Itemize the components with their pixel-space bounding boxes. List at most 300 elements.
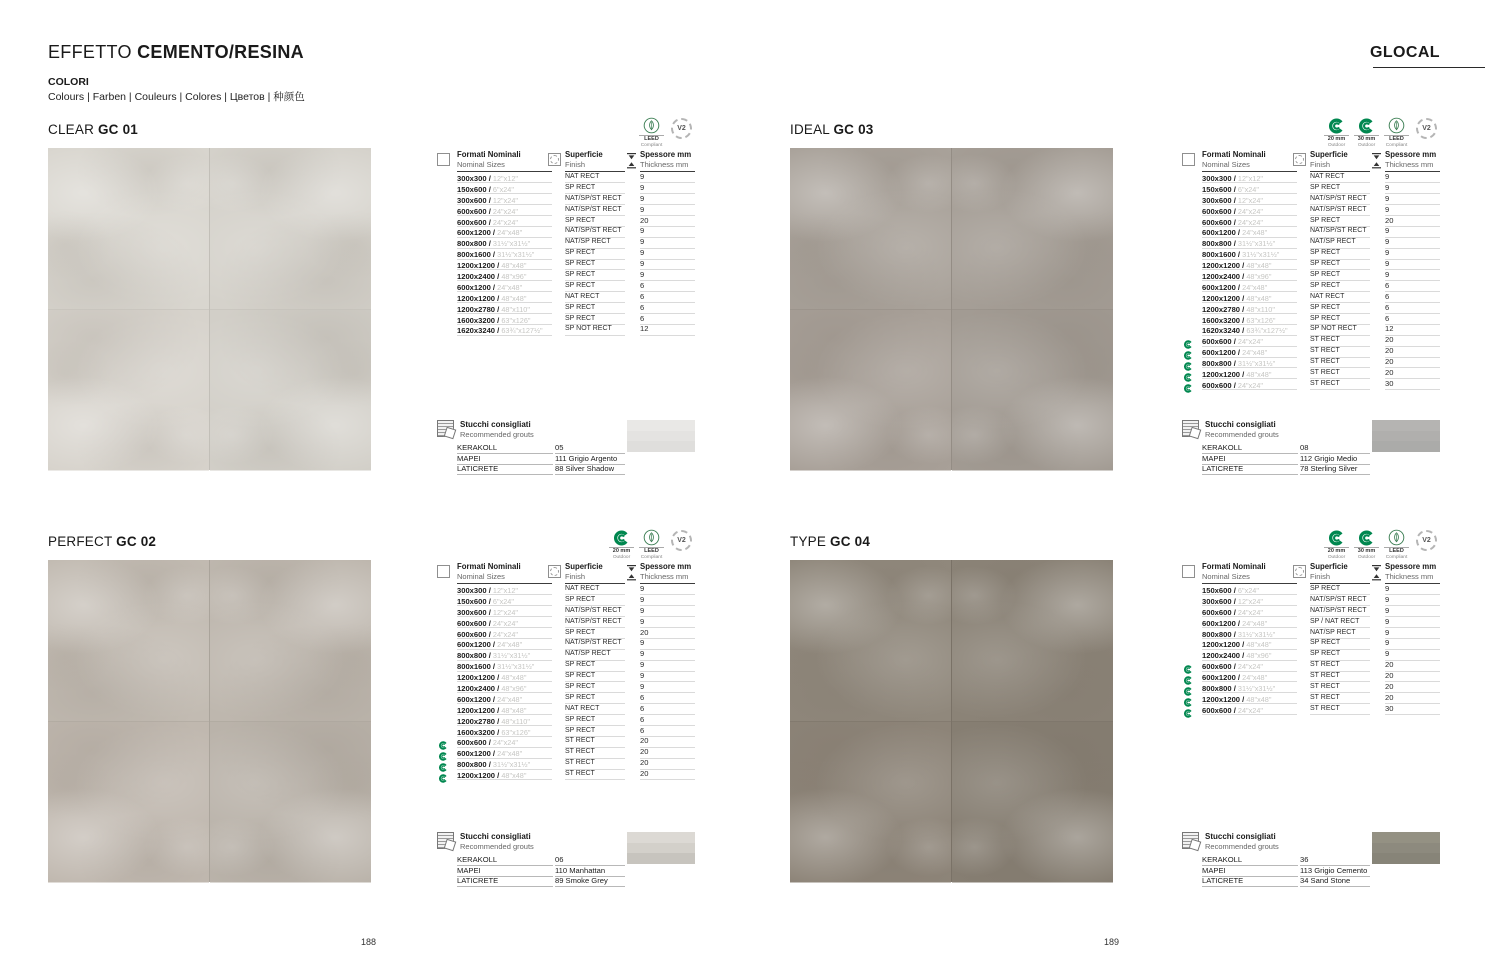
- table-row: [1182, 617, 1440, 628]
- page-number-right: 189: [1104, 937, 1120, 947]
- grout-brand: KERAKOLL: [1202, 443, 1298, 454]
- certification-icons: [1182, 529, 1440, 562]
- size-value: 600x1200 / 24"x48": [1202, 671, 1297, 682]
- spec-table-body: [1182, 584, 1440, 715]
- size-value: 600x1200 / 24"x48": [457, 693, 552, 704]
- size-value: 1200x2780 / 48"x110": [1202, 303, 1297, 314]
- thickness-value: 20: [1385, 693, 1440, 704]
- thickness-value: 9: [640, 660, 695, 671]
- table-row: [437, 584, 695, 595]
- spec-table-body: [437, 172, 695, 335]
- page-number-left: 188: [361, 937, 377, 947]
- table-row: [1182, 606, 1440, 617]
- finish-value: SP RECT: [565, 281, 625, 292]
- table-row: [437, 682, 695, 693]
- size-value: 600x600 / 24"x24": [1202, 335, 1297, 346]
- finish-value: ST RECT: [1310, 682, 1370, 693]
- grout-swatch: [1372, 832, 1440, 864]
- grout-row: [437, 464, 695, 475]
- table-row: [437, 758, 695, 769]
- grout-color-code: 110 Manhattan: [555, 866, 625, 877]
- grout-brand: MAPEI: [1202, 454, 1298, 465]
- thickness-icon: [627, 565, 636, 586]
- finish-value: ST RECT: [1310, 379, 1370, 390]
- grout-section: [437, 832, 695, 887]
- finish-value: NAT RECT: [565, 172, 625, 183]
- outdoor-20mm-icon: [439, 759, 448, 768]
- grout-swatch: [627, 832, 695, 864]
- thickness-value: 20: [640, 628, 695, 639]
- thickness-value: 6: [1385, 281, 1440, 292]
- grout-color-code: 06: [555, 855, 625, 866]
- size-value: 150x600 / 6"x24": [457, 595, 552, 606]
- tile-quadrant: [48, 560, 209, 721]
- size-value: 800x800 / 31½"x31½": [1202, 237, 1297, 248]
- leed-icon: LEED Compliant: [639, 117, 664, 148]
- thickness-value: 6: [1385, 292, 1440, 303]
- table-row: [1182, 281, 1440, 292]
- thickness-value: 9: [1385, 628, 1440, 639]
- finish-value: NAT/SP/ST RECT: [565, 205, 625, 216]
- table-row: [437, 715, 695, 726]
- thickness-value: 12: [1385, 324, 1440, 335]
- tile-quadrant: [48, 310, 209, 471]
- product-section-type: [790, 534, 1450, 948]
- thickness-value: 9: [640, 671, 695, 682]
- table-row: [1182, 248, 1440, 259]
- finish-value: NAT/SP/ST RECT: [565, 638, 625, 649]
- thickness-value: 12: [640, 324, 695, 335]
- finish-value: SP RECT: [565, 671, 625, 682]
- finish-value: NAT/SP/ST RECT: [1310, 606, 1370, 617]
- finish-value: SP RECT: [565, 216, 625, 227]
- size-value: 800x800 / 31½"x31½": [1202, 357, 1297, 368]
- grout-color-code: 78 Sterling Silver: [1300, 464, 1370, 475]
- size-value: 300x600 / 12"x24": [457, 606, 552, 617]
- finish-value: NAT/SP/ST RECT: [565, 194, 625, 205]
- thickness-value: 20: [1385, 682, 1440, 693]
- size-value: 300x600 / 12"x24": [1202, 595, 1297, 606]
- finish-icon: [1293, 153, 1306, 166]
- size-value: 800x1600 / 31½"x31½": [457, 660, 552, 671]
- thickness-column-header: Spessore mm Thickness mm: [640, 562, 695, 584]
- grout-swatch: [627, 420, 695, 452]
- table-row: [437, 270, 695, 281]
- table-row: [437, 292, 695, 303]
- thickness-value: 9: [1385, 205, 1440, 216]
- thickness-value: 9: [640, 237, 695, 248]
- spec-table-header: [437, 150, 695, 172]
- table-row: [1182, 693, 1440, 704]
- table-row: [1182, 335, 1440, 346]
- table-row: [1182, 194, 1440, 205]
- v2-icon: V2: [669, 529, 694, 551]
- tile-quadrant: [48, 148, 209, 309]
- finish-value: NAT/SP RECT: [1310, 628, 1370, 639]
- thickness-value: 30: [1385, 704, 1440, 715]
- finish-value: NAT RECT: [565, 584, 625, 595]
- table-row: [1182, 628, 1440, 639]
- table-row: [437, 704, 695, 715]
- finish-value: ST RECT: [1310, 660, 1370, 671]
- finish-value: NAT/SP RECT: [565, 237, 625, 248]
- thickness-value: 9: [640, 595, 695, 606]
- brand-underline: [1373, 67, 1485, 68]
- finish-value: ST RECT: [1310, 357, 1370, 368]
- tile-quadrant: [952, 310, 1113, 471]
- finish-value: SP RECT: [565, 248, 625, 259]
- size-value: 600x600 / 24"x24": [1202, 379, 1297, 390]
- size-value: 600x600 / 24"x24": [457, 205, 552, 216]
- tile-quadrant: [210, 722, 371, 883]
- tile-quadrant: [210, 148, 371, 309]
- finish-value: ST RECT: [1310, 335, 1370, 346]
- grout-brand: LATICRETE: [1202, 464, 1298, 475]
- size-value: 1200x2780 / 48"x110": [457, 303, 552, 314]
- thickness-value: 9: [1385, 172, 1440, 183]
- size-box-icon: [437, 565, 450, 578]
- finish-value: SP RECT: [1310, 638, 1370, 649]
- finish-value: SP RECT: [1310, 259, 1370, 270]
- thickness-value: 20: [1385, 346, 1440, 357]
- thickness-value: 6: [640, 281, 695, 292]
- product-title: CLEAR GC 01: [48, 122, 138, 137]
- finish-value: SP RECT: [565, 595, 625, 606]
- finish-value: ST RECT: [1310, 346, 1370, 357]
- size-value: 150x600 / 6"x24": [1202, 584, 1297, 595]
- grout-row: [1182, 876, 1440, 887]
- table-row: [1182, 357, 1440, 368]
- outdoor-20mm-icon: [1184, 672, 1193, 681]
- size-value: 600x600 / 24"x24": [1202, 606, 1297, 617]
- thickness-value: 9: [640, 682, 695, 693]
- table-row: [1182, 324, 1440, 335]
- size-value: 1200x1200 / 48"x48": [1202, 292, 1297, 303]
- tile-quadrant: [952, 148, 1113, 309]
- grout-row: [1182, 866, 1440, 877]
- size-value: 1200x1200 / 48"x48": [457, 704, 552, 715]
- table-row: [1182, 270, 1440, 281]
- grout-color-code: 88 Silver Shadow: [555, 464, 625, 475]
- table-row: [437, 628, 695, 639]
- size-value: 1200x2780 / 48"x110": [457, 715, 552, 726]
- thickness-value: 20: [640, 216, 695, 227]
- table-row: [437, 281, 695, 292]
- size-value: 1200x2400 / 48"x96": [1202, 270, 1297, 281]
- thickness-value: 20: [1385, 216, 1440, 227]
- outdoor-20mm-icon: [1184, 705, 1193, 714]
- finish-value: SP RECT: [565, 660, 625, 671]
- thickness-value: 9: [1385, 237, 1440, 248]
- finish-value: SP NOT RECT: [1310, 324, 1370, 335]
- finish-value: SP RECT: [565, 270, 625, 281]
- outdoor-20mm-icon: [1184, 347, 1193, 356]
- table-row: [437, 303, 695, 314]
- grout-row: [1182, 454, 1440, 465]
- size-value: 800x800 / 31½"x31½": [457, 237, 552, 248]
- leed-icon: LEED Compliant: [639, 529, 664, 560]
- thickness-column-header: Spessore mm Thickness mm: [1385, 562, 1440, 584]
- size-value: 1620x3240 / 63¾"x127½": [457, 324, 552, 335]
- thickness-value: 30: [1385, 379, 1440, 390]
- tile-quadrant: [952, 722, 1113, 883]
- thickness-value: 9: [1385, 638, 1440, 649]
- thickness-value: 9: [640, 606, 695, 617]
- thickness-icon: [1372, 565, 1381, 586]
- table-row: [437, 671, 695, 682]
- thickness-value: 9: [640, 183, 695, 194]
- table-row: [437, 649, 695, 660]
- outdoor-20mm-icon: [439, 748, 448, 757]
- thickness-value: 9: [1385, 595, 1440, 606]
- thickness-value: 20: [1385, 368, 1440, 379]
- thickness-value: 20: [1385, 660, 1440, 671]
- thickness-value: 6: [640, 715, 695, 726]
- table-row: [1182, 379, 1440, 390]
- outdoor-20mm-icon: [1184, 358, 1193, 367]
- grout-section: [437, 420, 695, 475]
- tile-quadrant: [790, 148, 951, 309]
- grout-section: [1182, 420, 1440, 475]
- finish-column-header: Superficie Finish: [1310, 150, 1370, 172]
- thickness-value: 6: [1385, 314, 1440, 325]
- thickness-value: 9: [640, 248, 695, 259]
- size-value: 600x1200 / 24"x48": [1202, 617, 1297, 628]
- size-value: 600x1200 / 24"x48": [457, 226, 552, 237]
- product-photo: [48, 560, 371, 882]
- thickness-value: 20: [1385, 357, 1440, 368]
- size-value: 800x800 / 31½"x31½": [1202, 682, 1297, 693]
- thickness-value: 6: [640, 693, 695, 704]
- outdoor-20mm-icon: [439, 770, 448, 779]
- thickness-value: 9: [1385, 259, 1440, 270]
- finish-value: NAT RECT: [565, 704, 625, 715]
- thickness-value: 9: [1385, 584, 1440, 595]
- grout-brand: MAPEI: [1202, 866, 1298, 877]
- grout-brand: KERAKOLL: [457, 443, 553, 454]
- outdoor-20mm-icon: 20 mm Outdoor: [609, 529, 634, 560]
- product-section-clear: [48, 122, 708, 536]
- finish-column-header: Superficie Finish: [565, 150, 625, 172]
- finish-value: SP RECT: [1310, 248, 1370, 259]
- thickness-value: 9: [1385, 270, 1440, 281]
- size-value: 300x300 / 12"x12": [457, 584, 552, 595]
- size-value: 800x800 / 31½"x31½": [457, 758, 552, 769]
- finish-value: SP RECT: [565, 314, 625, 325]
- thickness-value: 9: [640, 172, 695, 183]
- size-value: 300x600 / 12"x24": [457, 194, 552, 205]
- finish-value: NAT/SP/ST RECT: [565, 226, 625, 237]
- grout-color-code: 112 Grigio Medio: [1300, 454, 1370, 465]
- thickness-value: 9: [640, 649, 695, 660]
- grout-color-code: 08: [1300, 443, 1370, 454]
- table-row: [1182, 183, 1440, 194]
- page-title: EFFETTO CEMENTO/RESINA: [48, 42, 304, 62]
- size-value: 600x1200 / 24"x48": [1202, 281, 1297, 292]
- table-row: [1182, 649, 1440, 660]
- spec-table-body: [1182, 172, 1440, 390]
- thickness-value: 6: [640, 726, 695, 737]
- grout-title: Stucchi consigliati Recommended grouts: [1205, 832, 1279, 851]
- grout-brand: MAPEI: [457, 866, 553, 877]
- table-row: [437, 617, 695, 628]
- thickness-value: 9: [1385, 649, 1440, 660]
- spec-table-header: [1182, 150, 1440, 172]
- table-row: [1182, 638, 1440, 649]
- spec-table-header: [437, 562, 695, 584]
- finish-value: SP NOT RECT: [565, 324, 625, 335]
- grout-brand: LATICRETE: [457, 464, 553, 475]
- thickness-column-header: Spessore mm Thickness mm: [1385, 150, 1440, 172]
- table-row: [437, 172, 695, 183]
- table-row: [437, 248, 695, 259]
- size-value: 1600x3200 / 63"x126": [1202, 314, 1297, 325]
- table-row: [437, 314, 695, 325]
- grout-brand: LATICRETE: [457, 876, 553, 887]
- grout-swatch: [1372, 420, 1440, 452]
- outdoor-20mm-icon: [1184, 369, 1193, 378]
- thickness-value: 9: [1385, 226, 1440, 237]
- size-box-icon: [437, 153, 450, 166]
- finish-value: SP RECT: [1310, 303, 1370, 314]
- thickness-value: 9: [1385, 194, 1440, 205]
- certification-icons: [1182, 117, 1440, 150]
- grout-color-code: 36: [1300, 855, 1370, 866]
- leed-icon: LEED Compliant: [1384, 117, 1409, 148]
- thickness-icon: [1372, 153, 1381, 174]
- table-row: [437, 736, 695, 747]
- product-section-ideal: [790, 122, 1450, 536]
- table-row: [437, 660, 695, 671]
- size-value: 150x600 / 6"x24": [1202, 183, 1297, 194]
- sizes-column-header: Formati Nominali Nominal Sizes: [457, 562, 552, 584]
- finish-value: SP RECT: [565, 259, 625, 270]
- outdoor-20mm-icon: 20 mm Outdoor: [1324, 117, 1349, 148]
- table-row: [1182, 292, 1440, 303]
- table-row: [437, 259, 695, 270]
- finish-value: SP RECT: [565, 183, 625, 194]
- thickness-value: 20: [640, 758, 695, 769]
- colori-translations: Colours | Farben | Couleurs | Colores | Цветов | 种颜色: [48, 91, 305, 103]
- size-value: 150x600 / 6"x24": [457, 183, 552, 194]
- finish-value: SP RECT: [565, 693, 625, 704]
- finish-value: ST RECT: [1310, 693, 1370, 704]
- finish-value: NAT/SP/ST RECT: [1310, 595, 1370, 606]
- grout-brand: MAPEI: [457, 454, 553, 465]
- thickness-value: 9: [1385, 617, 1440, 628]
- v2-icon: V2: [669, 117, 694, 139]
- finish-value: SP RECT: [1310, 649, 1370, 660]
- thickness-value: 9: [640, 205, 695, 216]
- size-value: 1200x1200 / 48"x48": [1202, 693, 1297, 704]
- table-row: [437, 726, 695, 737]
- grout-color-code: 111 Grigio Argento: [555, 454, 625, 465]
- table-row: [1182, 216, 1440, 227]
- size-value: 800x800 / 31½"x31½": [1202, 628, 1297, 639]
- table-row: [437, 606, 695, 617]
- product-photo: [790, 148, 1113, 470]
- table-row: [437, 226, 695, 237]
- table-row: [1182, 682, 1440, 693]
- thickness-value: 9: [640, 638, 695, 649]
- size-value: 1200x1200 / 48"x48": [1202, 259, 1297, 270]
- tile-quadrant: [210, 560, 371, 721]
- size-value: 800x800 / 31½"x31½": [457, 649, 552, 660]
- tile-quadrant: [790, 722, 951, 883]
- finish-icon: [548, 153, 561, 166]
- sizes-column-header: Formati Nominali Nominal Sizes: [1202, 562, 1297, 584]
- finish-value: SP RECT: [565, 303, 625, 314]
- finish-value: NAT/SP/ST RECT: [565, 617, 625, 628]
- table-row: [437, 747, 695, 758]
- size-value: 600x600 / 24"x24": [457, 617, 552, 628]
- size-value: 300x300 / 12"x12": [1202, 172, 1297, 183]
- outdoor-20mm-icon: [1184, 694, 1193, 703]
- thickness-value: 20: [1385, 335, 1440, 346]
- finish-value: NAT RECT: [1310, 292, 1370, 303]
- finish-value: SP RECT: [565, 726, 625, 737]
- size-value: 600x600 / 24"x24": [457, 736, 552, 747]
- table-row: [1182, 303, 1440, 314]
- collection-brand: GLOCAL: [1370, 44, 1440, 61]
- size-value: 1600x3200 / 63"x126": [457, 726, 552, 737]
- finish-value: NAT RECT: [1310, 172, 1370, 183]
- finish-value: SP RECT: [1310, 584, 1370, 595]
- spec-table-body: [437, 584, 695, 780]
- size-value: 1200x2400 / 48"x96": [457, 682, 552, 693]
- thickness-value: 9: [1385, 606, 1440, 617]
- size-value: 600x1200 / 24"x48": [457, 747, 552, 758]
- finish-value: ST RECT: [565, 736, 625, 747]
- finish-value: NAT/SP/ST RECT: [565, 606, 625, 617]
- grout-color-code: 113 Grigio Cemento: [1300, 866, 1370, 877]
- grout-color-code: 05: [555, 443, 625, 454]
- outdoor-30mm-icon: 30 mm Outdoor: [1354, 117, 1379, 148]
- size-value: 1200x1200 / 48"x48": [457, 292, 552, 303]
- product-photo: [48, 148, 371, 470]
- table-row: [437, 769, 695, 780]
- leed-icon: LEED Compliant: [1384, 529, 1409, 560]
- v2-icon: V2: [1414, 529, 1439, 551]
- size-value: 1200x2400 / 48"x96": [1202, 649, 1297, 660]
- grout-trowel-icon: [1182, 420, 1199, 437]
- finish-value: ST RECT: [1310, 704, 1370, 715]
- finish-value: SP / NAT RECT: [1310, 617, 1370, 628]
- sizes-column-header: Formati Nominali Nominal Sizes: [457, 150, 552, 172]
- grout-brand: KERAKOLL: [1202, 855, 1298, 866]
- grout-trowel-icon: [437, 420, 454, 437]
- table-row: [1182, 172, 1440, 183]
- table-row: [437, 237, 695, 248]
- tile-quadrant: [790, 310, 951, 471]
- finish-value: NAT/SP/ST RECT: [1310, 205, 1370, 216]
- size-value: 600x600 / 24"x24": [457, 628, 552, 639]
- size-box-icon: [1182, 565, 1195, 578]
- size-value: 1200x1200 / 48"x48": [457, 671, 552, 682]
- finish-value: SP RECT: [1310, 216, 1370, 227]
- outdoor-20mm-icon: [1184, 661, 1193, 670]
- size-value: 600x600 / 24"x24": [1202, 205, 1297, 216]
- finish-icon: [548, 565, 561, 578]
- table-row: [1182, 314, 1440, 325]
- size-value: 600x600 / 24"x24": [1202, 216, 1297, 227]
- thickness-value: 9: [1385, 183, 1440, 194]
- table-row: [437, 638, 695, 649]
- tile-quadrant: [48, 722, 209, 883]
- thickness-value: 6: [640, 704, 695, 715]
- tile-quadrant: [790, 560, 951, 721]
- outdoor-20mm-icon: [439, 737, 448, 746]
